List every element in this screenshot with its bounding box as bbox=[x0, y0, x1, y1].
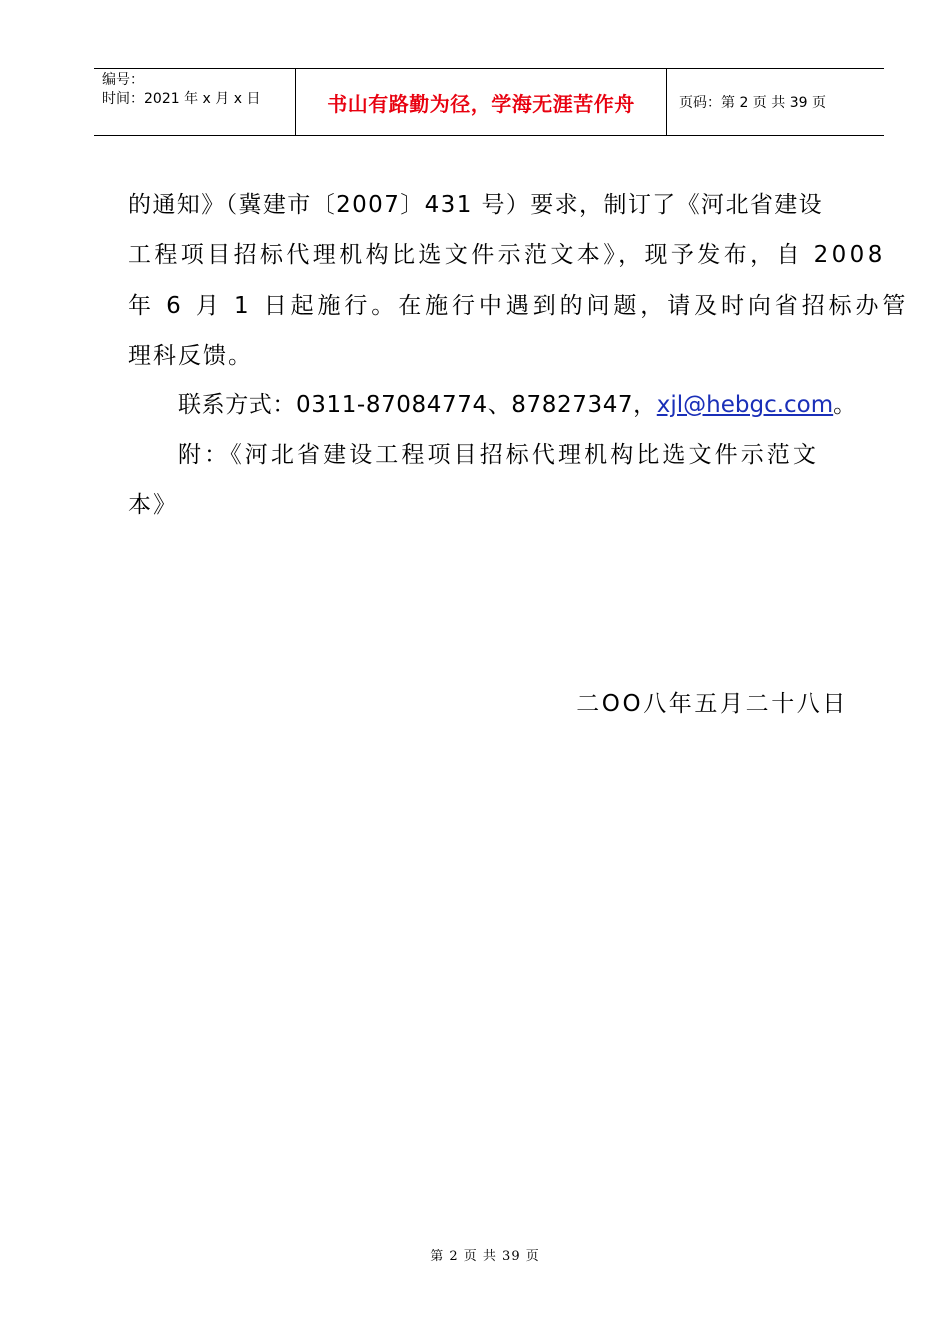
contact-suffix: 。 bbox=[833, 392, 857, 418]
header-motto-cell bbox=[295, 69, 667, 135]
document-date: 二OO八年五月二十八日 bbox=[576, 691, 848, 717]
attachment-line-2: 本》 bbox=[128, 492, 178, 518]
page-footer: 第 2 页 共 39 页 bbox=[430, 1249, 540, 1264]
document-time-label: 时间：2021 年 x 月 x 日 bbox=[102, 91, 261, 107]
attachment-line-1: 附：《河北省建设工程项目招标代理机构比选文件示范文 bbox=[178, 442, 819, 468]
contact-line bbox=[178, 386, 902, 419]
page-header bbox=[94, 68, 884, 136]
header-motto: 书山有路勤为径，学海无涯苦作舟 bbox=[327, 91, 635, 116]
document-code-label: 编号： bbox=[102, 72, 144, 88]
contact-text: 联系方式：0311-87084774、87827347， bbox=[178, 392, 657, 418]
contact-email-link[interactable]: xjl@hebgc.com bbox=[656, 392, 834, 418]
body-line-3: 年 6 月 1 日起施行。在施行中遇到的问题，请及时向省招标办管 bbox=[128, 293, 910, 319]
header-meta-cell bbox=[94, 69, 295, 135]
body-line-1: 的通知》（冀建市〔2007〕431 号）要求，制订了《河北省建设 bbox=[128, 192, 824, 218]
body-line-2: 工程项目招标代理机构比选文件示范文本》，现予发布，自 2008 bbox=[128, 242, 886, 268]
header-page-cell bbox=[667, 69, 884, 135]
body-line-4: 理科反馈。 bbox=[128, 343, 253, 369]
header-page-info: 页码：第 2 页 共 39 页 bbox=[679, 95, 826, 111]
